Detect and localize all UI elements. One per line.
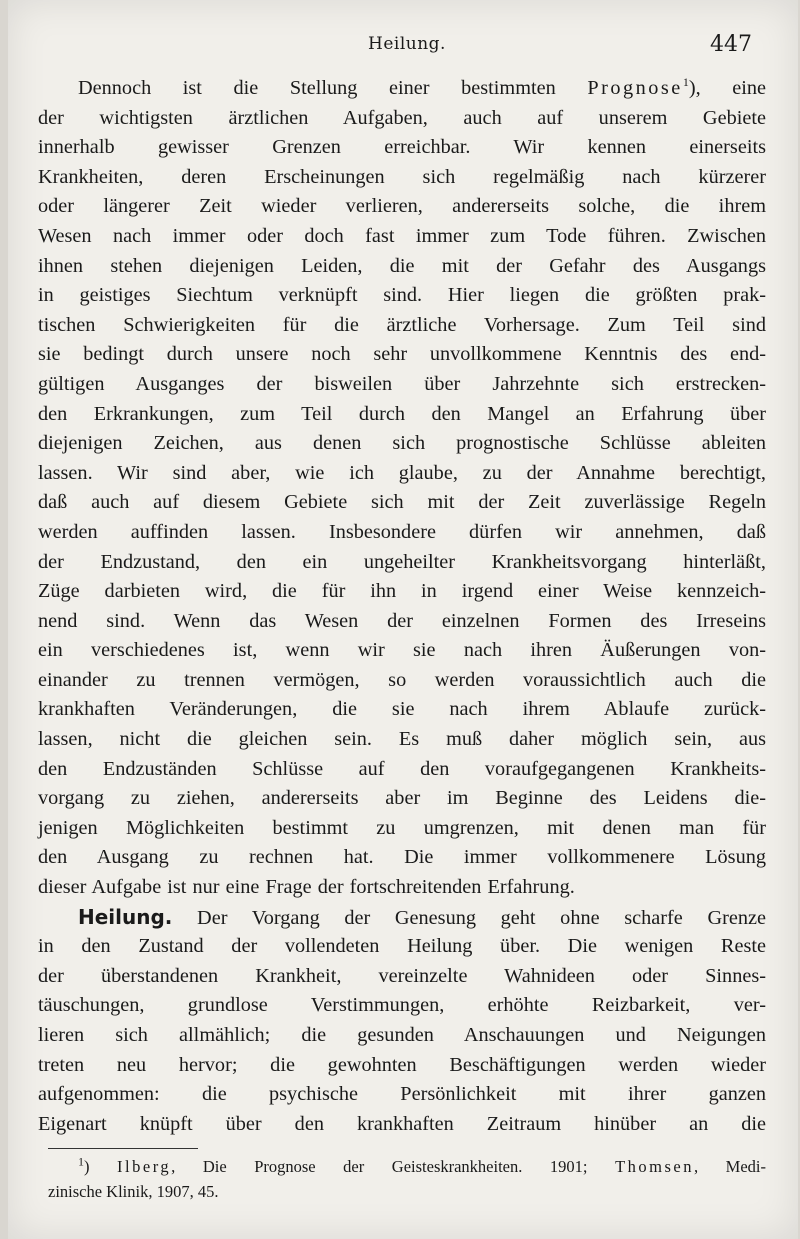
paragraph-line: lassen, nicht die gleichen sein. Es muß daher möglich sein, aus [38,728,766,751]
paragraph-line-text: Der Vorgang der Genesung geht ohne scharfe Grenze [172,906,766,929]
paragraph-line: einander zu trennen vermögen, so werden voraussichtlich auch die [38,668,766,691]
footnote-line: zinische Klinik, 1907, 45. [48,1182,219,1201]
footnote [48,1154,766,1204]
footnote-author: Ilberg [117,1157,172,1176]
section-heading: Heilung. [78,904,173,929]
paragraph-line: dieser Aufgabe ist nur eine Frage der fortschreitenden Erfahrung. [38,876,575,899]
running-head-title: Heilung. [368,34,446,54]
paragraph-line: jenigen Möglichkeiten bestimmt zu umgrenzen, mit denen man für [38,816,766,839]
running-head [8,30,798,60]
emphasized-term: Prognose [587,77,683,99]
paragraph-line: vorgang zu ziehen, andererseits aber im Beginne des Leidens die- [38,787,766,810]
paragraph-line: gültigen Ausganges der bisweilen über Jahrzehnte sich erstrecken- [38,372,766,395]
paragraph-line: innerhalb gewisser Grenzen erreichbar. Wir kennen einerseits [38,136,766,159]
paragraph-line: Eigenart knüpft über den krankhaften Zeitraum hinüber an die [38,1112,766,1135]
paragraph-line: den Endzuständen Schlüsse auf den voraufgegangenen Krankheits- [38,757,766,780]
paragraph-line: den Ausgang zu rechnen hat. Die immer vollkommenere Lösung [38,846,766,869]
paragraph-line: täuschungen, grundlose Verstimmungen, erhöhte Reizbarkeit, ver- [38,994,766,1017]
paragraph-line [38,903,766,933]
paragraph-line: treten neu hervor; die gewohnten Beschäftigungen werden wieder [38,1053,766,1076]
footnote-rule [48,1148,198,1149]
paragraph-line: oder längerer Zeit wieder verlieren, andererseits solche, die ihrem [38,195,766,218]
paragraph-line: der überstandenen Krankheit, vereinzelte Wahnideen oder Sinnes- [38,964,766,987]
paragraph-line: den Erkrankungen, zum Teil durch den Mangel an Erfahrung über [38,402,766,425]
paragraph-line: lieren sich allmählich; die gesunden Anschauungen und Neigungen [38,1024,766,1046]
paragraph-line: Züge darbieten wird, die für ihn in irgend einer Weise kennzeich- [38,580,766,603]
footnote-line: $^1$) Ilberg, Die Prognose der Geisteskrankheiten. 1901; Thomsen, Medi- [78,1154,766,1176]
paragraph-line: Krankheiten, deren Erscheinungen sich regelmäßig nach kürzerer [38,165,766,188]
paragraph-healing [38,903,766,1140]
paragraph-line: ihnen stehen diejenigen Leiden, die mit der Gefahr des Ausgangs [38,254,766,277]
paragraph-line: werden auffinden lassen. Insbesondere dürfen wir annehmen, daß [38,520,766,543]
paragraph-line: in den Zustand der vollendeten Heilung über. Die wenigen Reste [38,935,766,958]
paragraph-line: Wesen nach immer oder doch fast immer zum Tode führen. Zwischen [38,224,766,247]
paragraph-line: aufgenommen: die psychische Persönlichkeit mit ihrer ganzen [38,1083,766,1106]
footnote-marker: 1 [78,1154,84,1169]
paragraph-line: daß auch auf diesem Gebiete sich mit der Zeit zuverlässige Regeln [38,491,766,514]
paragraph-line: sie bedingt durch unsere noch sehr unvollkommene Kenntnis des end- [38,343,766,366]
paragraph-line: lassen. Wir sind aber, wie ich glaube, zu der Annahme berechtigt, [38,461,766,484]
paragraph-line: nend sind. Wenn das Wesen der einzelnen Formen des Irreseins [38,609,766,632]
footnote-text: , Medi- [693,1157,766,1176]
paragraph-line-text: Dennoch ist die Stellung einer bestimmten [78,77,588,99]
paragraph-line: der wichtigsten ärztlichen Aufgaben, auch auf unserem Gebiete [38,106,766,129]
page-number: 447 [710,32,752,57]
paragraph-line-text: ), eine [688,77,766,99]
footnote-text: , Die Prognose der Geisteskrankheiten. 1901; [171,1157,616,1176]
book-page [8,0,798,1239]
body-text [38,74,766,1139]
paragraph-prognosis [38,74,766,903]
footnote-author: Thomsen [615,1157,694,1176]
paragraph-line: der Endzustand, den ein ungeheilter Krankheitsvorgang hinterläßt, [38,550,766,573]
paragraph-line: in geistiges Siechtum verknüpft sind. Hier liegen die größten prak- [38,284,766,307]
footnote-reference: 1 [682,75,689,90]
paragraph-line [38,74,766,104]
paragraph-line: ein verschiedenes ist, wenn wir sie nach ihren Äußerungen von- [38,639,766,662]
paragraph-line: krankhaften Veränderungen, die sie nach ihrem Ablaufe zurück- [38,698,766,721]
paragraph-line: tischen Schwierigkeiten für die ärztliche Vorhersage. Zum Teil sind [38,313,766,336]
paragraph-line: diejenigen Zeichen, aus denen sich prognostische Schlüsse ableiten [38,432,766,455]
